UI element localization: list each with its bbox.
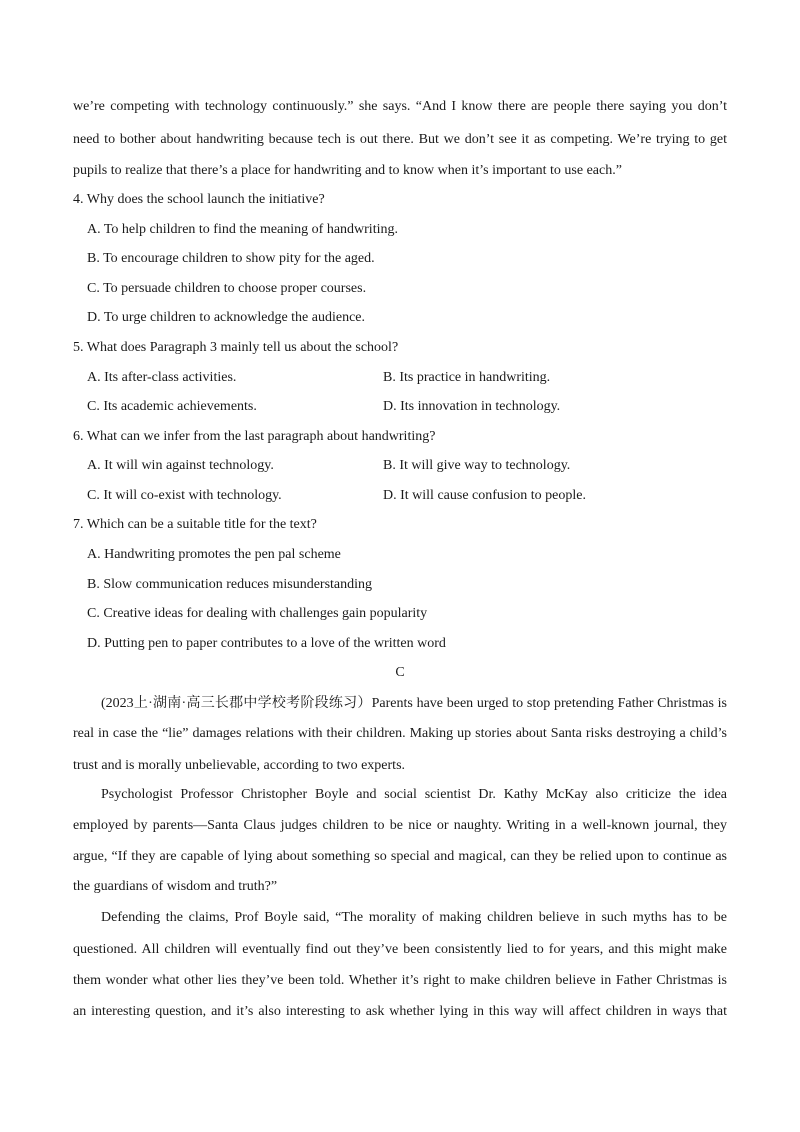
paragraph-line: trust and is morally unbelievable, according to two experts. [73, 758, 406, 773]
option-5a: A. Its after-class activities. [87, 370, 237, 385]
option-7c: C. Creative ideas for dealing with challenges gain popularity [87, 606, 428, 621]
question-stem-7: 7. Which can be a suitable title for the text? [73, 517, 317, 532]
option-7a: A. Handwriting promotes the pen pal scheme [87, 547, 341, 562]
option-6a: A. It will win against technology. [87, 458, 274, 473]
option-5b: B. Its practice in handwriting. [383, 370, 551, 385]
question-stem-6: 6. What can we infer from the last paragraph about handwriting? [73, 429, 436, 444]
paragraph-line: (2023上·湖南·高三长郡中学校考阶段练习）Parents have been urged to stop pretending Father Christmas is [101, 696, 727, 711]
option-7b: B. Slow communication reduces misunderstanding [87, 577, 373, 592]
paragraph-line: questioned. All children will eventually find out they’ve been consistently lied to for years, and this might make [73, 942, 727, 957]
option-5c: C. Its academic achievements. [87, 399, 257, 414]
option-6c: C. It will co-exist with technology. [87, 488, 282, 503]
paragraph-line: employed by parents—Santa Claus judges children to be nice or naughty. Writing in a well-known journal, they [73, 818, 727, 833]
option-6b: B. It will give way to technology. [383, 458, 571, 473]
section-heading: C [395, 665, 405, 680]
option-4c: C. To persuade children to choose proper courses. [87, 281, 367, 296]
question-stem-4: 4. Why does the school launch the initiative? [73, 192, 325, 207]
option-7d: D. Putting pen to paper contributes to a love of the written word [87, 636, 446, 651]
option-4b: B. To encourage children to show pity for the aged. [87, 251, 375, 266]
paragraph-line: argue, “If they are capable of lying about something so special and magical, can they be relied upon to continue as [73, 849, 727, 864]
paragraph-line: pupils to realize that there’s a place for handwriting and to know when it’s important to use each.” [73, 163, 622, 178]
paragraph-line: need to bother about handwriting because tech is out there. But we don’t see it as competing. We’re trying to get [73, 132, 727, 147]
paragraph-line: Psychologist Professor Christopher Boyle and social scientist Dr. Kathy McKay also criticize the idea [101, 787, 727, 802]
option-5d: D. Its innovation in technology. [383, 399, 561, 414]
paragraph-line: Defending the claims, Prof Boyle said, “The morality of making children believe in such myths has to be [101, 910, 727, 925]
option-4a: A. To help children to find the meaning of handwriting. [87, 222, 398, 237]
paragraph-line: them wonder what other lies they’ve been told. Whether it’s right to make children believe in Father Christmas is [73, 973, 727, 988]
paragraph-line: an interesting question, and it’s also interesting to ask whether lying in this way will affect children in ways that [73, 1004, 727, 1019]
option-4d: D. To urge children to acknowledge the audience. [87, 310, 366, 325]
paragraph-line: real in case the “lie” damages relations with their children. Making up stories about Santa risks destroying a child’s [73, 726, 727, 741]
paragraph-line: we’re competing with technology continuously.” she says. “And I know there are people there saying you don’t [73, 99, 727, 114]
option-6d: D. It will cause confusion to people. [383, 488, 586, 503]
question-stem-5: 5. What does Paragraph 3 mainly tell us about the school? [73, 340, 399, 355]
paragraph-line: the guardians of wisdom and truth?” [73, 879, 278, 894]
